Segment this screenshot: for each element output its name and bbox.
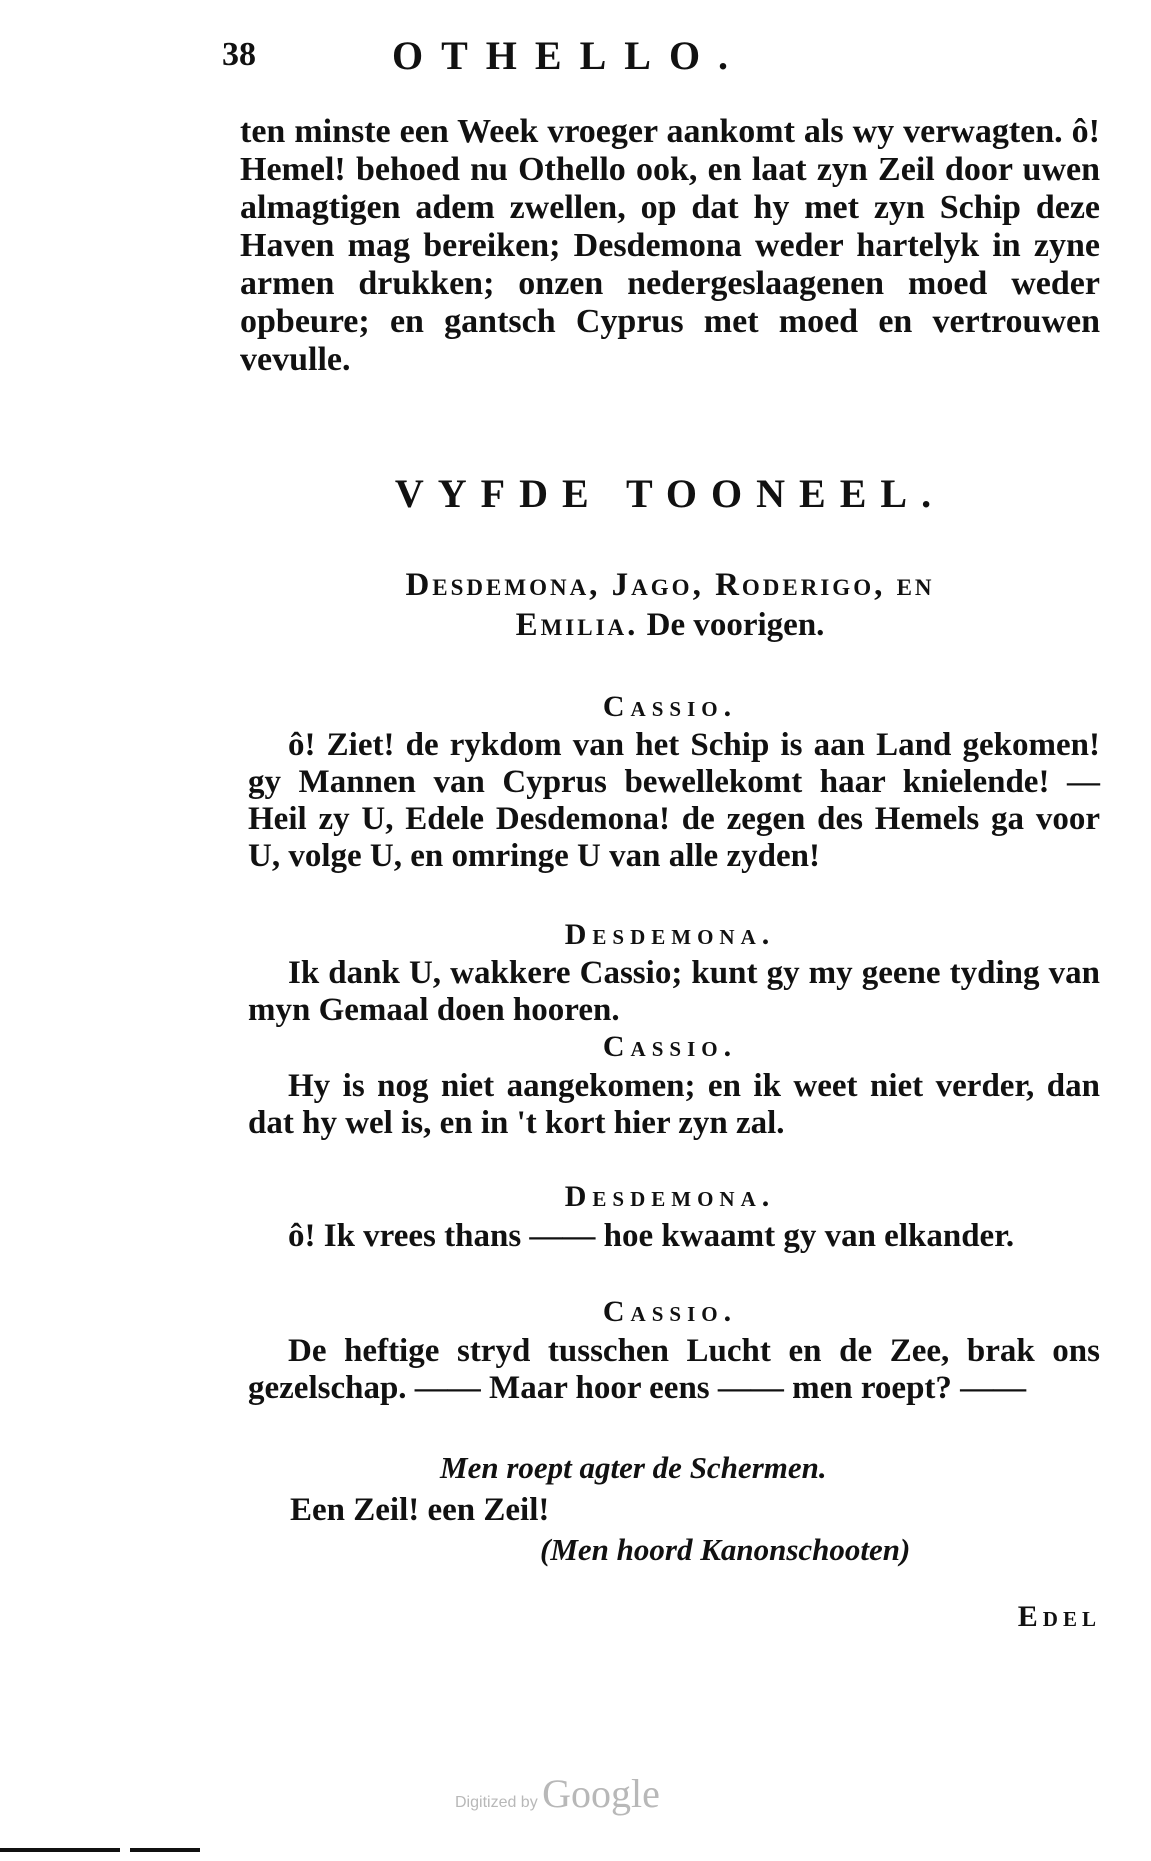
stage-direction: (Men hoord Kanonschooten) <box>540 1532 911 1567</box>
speech-text: ô! Ziet! de rykdom van het Schip is aan Land gekomen! gy Mannen van Cyprus bewellekomt haar knielende! — Heil zy U, Edele Desdemona! de zegen des Hemels ga voor U, volge U, en omringe U van alle zyden! <box>248 727 1100 874</box>
bottom-rule <box>130 1848 200 1852</box>
speech-text: Hy is nog niet aangekomen; en ik weet niet verder, dan dat hy wel is, en in 't kort hier zyn zal. <box>248 1068 1100 1141</box>
cast-line-2-rest: De voorigen. <box>646 607 825 643</box>
opening-paragraph: ten minste een Week vroeger aankomt als wy verwagten. ô! Hemel! behoed nu Othello ook, en laat zyn Zeil door uwen almagtigen adem zwellen, op dat hy met zyn Schip deze Haven mag bereiken; Desdemona weder hartelyk in zyne armen drukken; onzen nedergeslaagenen moed weder opbeure; en gantsch Cyprus met moed en vertrouwen vevulle. <box>240 113 1100 378</box>
speech-text: ô! Ik vrees thans —— hoe kwaamt gy van elkander. <box>288 1218 1015 1254</box>
catchword: Edel <box>1017 1600 1101 1633</box>
shout-line: Een Zeil! een Zeil! <box>290 1492 550 1528</box>
cast-name-emilia: Emilia. <box>515 607 639 643</box>
stage-direction: Men roept agter de Schermen. <box>440 1450 827 1485</box>
cast-line-1: Desdemona, Jago, Roderigo, en <box>405 567 935 603</box>
page-number: 38 <box>222 36 256 73</box>
speaker-label: Desdemona. <box>564 918 776 951</box>
watermark-logo: Google <box>542 1771 660 1816</box>
speech-text: De heftige stryd tusschen Lucht en de Zee, brak ons gezelschap. —— Maar hoor eens —— men roept? —— <box>248 1333 1100 1406</box>
cast-line-2 <box>240 605 1100 645</box>
running-title: OTHELLO. <box>392 33 747 78</box>
speaker-label: Cassio. <box>602 1295 738 1328</box>
page-header <box>222 28 922 88</box>
scene-title: VYFDE TOONEEL. <box>394 471 946 516</box>
speaker-label: Desdemona. <box>564 1180 776 1213</box>
bottom-rule <box>0 1848 120 1852</box>
digitization-watermark <box>455 1770 660 1817</box>
speaker-label: Cassio. <box>602 690 738 723</box>
cast-list <box>240 565 1100 645</box>
speaker-label: Cassio. <box>602 1030 738 1063</box>
watermark-prefix: Digitized by <box>455 1794 538 1811</box>
speech-text: Ik dank U, wakkere Cassio; kunt gy my geene tyding van myn Gemaal doen hooren. <box>248 955 1100 1028</box>
